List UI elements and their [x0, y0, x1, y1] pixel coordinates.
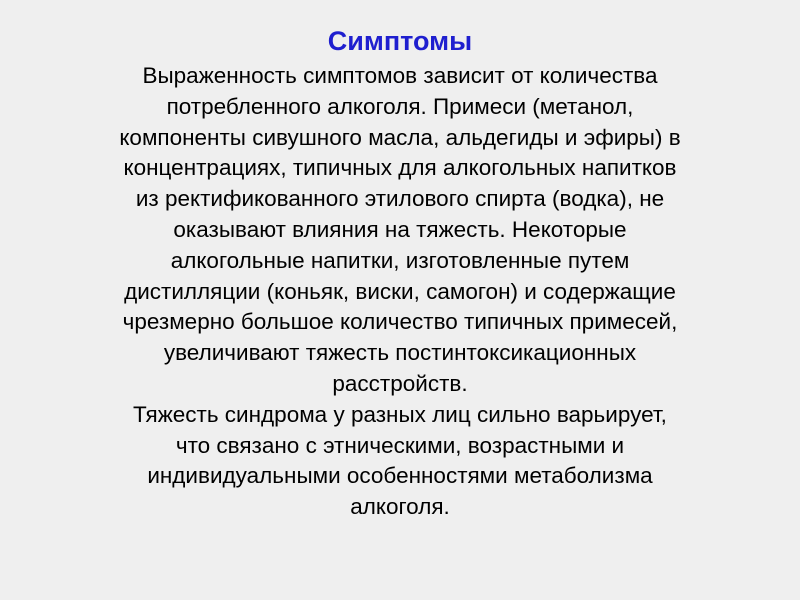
body-line: концентрациях, типичных для алкогольных напитков — [123, 155, 677, 181]
body-line: дистилляции (коньяк, виски, самогон) и содержащие — [124, 278, 676, 304]
body-line: чрезмерно большое количество типичных примесей, — [122, 309, 678, 335]
body-line: Выраженность симптомов зависит от количества — [142, 63, 658, 88]
body-line: алкогольные напитки, изготовленные путем — [170, 247, 630, 273]
body-line: Тяжесть синдрома у разных лиц сильно варьирует, — [133, 401, 667, 427]
body-line: алкоголя. — [350, 494, 450, 520]
body-line: индивидуальными особенностями метаболизма — [147, 463, 653, 489]
slide-body-text — [40, 61, 760, 523]
body-line: увеличивают тяжесть постинтоксикационных — [163, 340, 637, 366]
body-line: оказывают влияния на тяжесть. Некоторые — [173, 216, 627, 242]
body-line: компоненты сивушного масла, альдегиды и эфиры) в — [119, 124, 681, 150]
slide-title: Симптомы — [327, 26, 473, 56]
body-line: потребленного алкоголя. Примеси (метанол, — [166, 93, 634, 119]
body-line: что связано с этническими, возрастными и — [175, 432, 625, 458]
body-line: из ректификованного этилового спирта (водка), не — [135, 186, 665, 212]
body-line: расстройств. — [332, 370, 468, 396]
